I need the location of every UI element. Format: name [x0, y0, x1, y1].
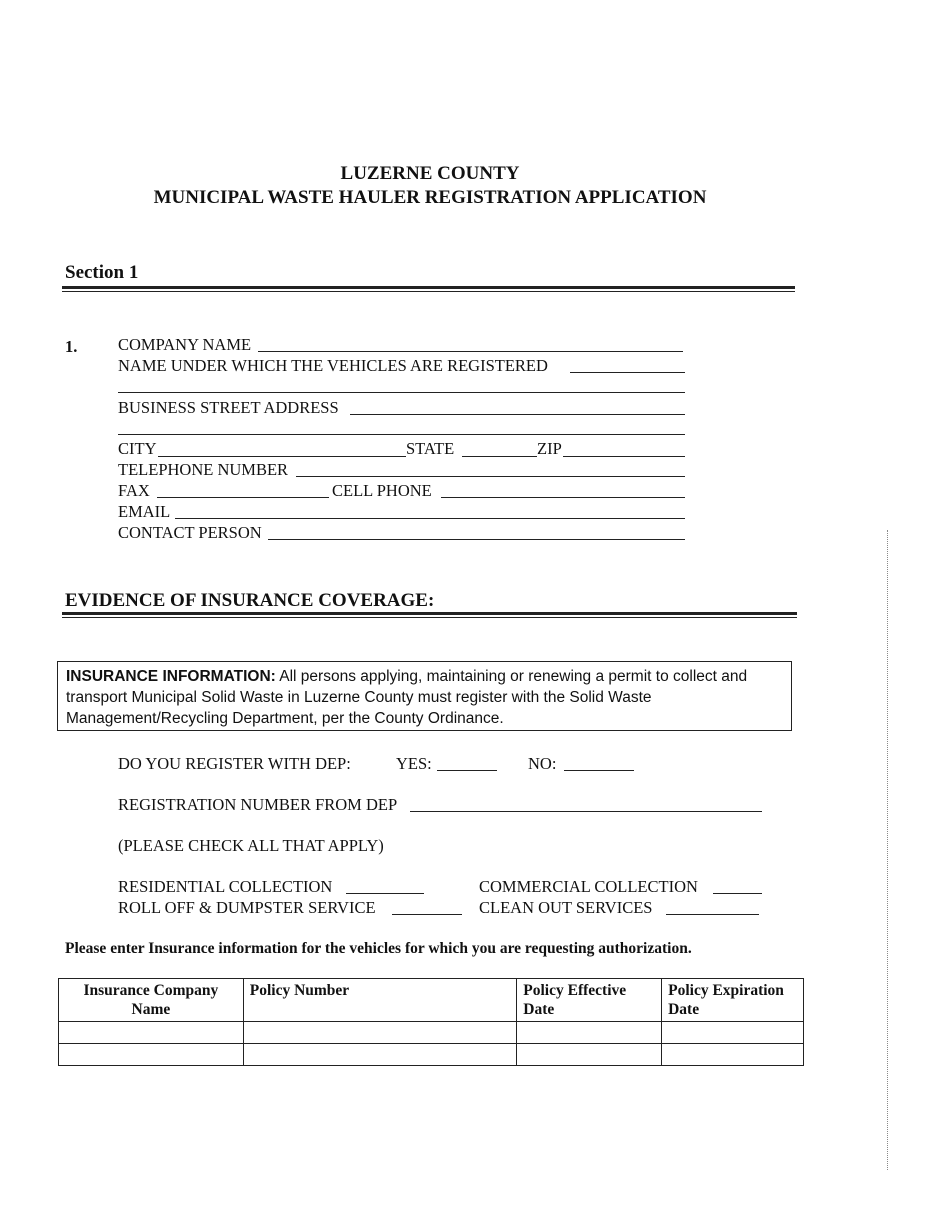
vehicles-name-field-line2[interactable] [118, 392, 685, 393]
section-1-heading: Section 1 [65, 262, 139, 283]
table-header-row [59, 979, 804, 1022]
check-all-note: (PLEASE CHECK ALL THAT APPLY) [118, 836, 384, 855]
cell-policy-expiration[interactable] [662, 1022, 804, 1044]
state-field[interactable] [462, 456, 537, 457]
vehicles-name-field[interactable] [570, 372, 685, 373]
insurance-rule [62, 612, 797, 615]
fax-field[interactable] [157, 497, 329, 498]
vehicles-name-label: NAME UNDER WHICH THE VEHICLES ARE REGISTERED [118, 356, 548, 375]
table-note: Please enter Insurance information for the vehicles for which you are requesting authorization. [65, 940, 692, 957]
contact-person-label: CONTACT PERSON [118, 523, 262, 542]
dep-reg-number-field[interactable] [410, 811, 762, 812]
fax-label: FAX [118, 481, 150, 500]
insurance-table [58, 978, 804, 1066]
header-insurance-company: Insurance Company Name [59, 979, 244, 1022]
telephone-field[interactable] [296, 476, 685, 477]
email-field[interactable] [175, 518, 685, 519]
cell-policy-number[interactable] [243, 1044, 517, 1066]
dep-yes-field[interactable] [437, 770, 497, 771]
insurance-info-text: All persons applying, maintaining or renewing a permit to collect and transport Municipal Solid Waste in Luzerne County must register with the Solid Waste Management/Recycling Department, per the County Ordinance. [66, 668, 748, 727]
cleanout-label: CLEAN OUT SERVICES [479, 898, 653, 917]
rolloff-label: ROLL OFF & DUMPSTER SERVICE [118, 898, 376, 917]
dep-no-label: NO: [528, 754, 557, 773]
dep-no-field[interactable] [564, 770, 634, 771]
insurance-info-label: INSURANCE INFORMATION: [66, 668, 276, 685]
header-policy-effective: Policy Effective Date [517, 979, 662, 1022]
cell-policy-number[interactable] [243, 1022, 517, 1044]
insurance-heading: EVIDENCE OF INSURANCE COVERAGE: [65, 590, 435, 611]
residential-label: RESIDENTIAL COLLECTION [118, 877, 333, 896]
form-title-application: MUNICIPAL WASTE HAULER REGISTRATION APPLICATION [153, 187, 707, 208]
cell-insurance-company[interactable] [59, 1022, 244, 1044]
cell-policy-effective[interactable] [517, 1044, 662, 1066]
cell-policy-expiration[interactable] [662, 1044, 804, 1066]
business-address-label: BUSINESS STREET ADDRESS [118, 398, 339, 417]
header-policy-number: Policy Number [243, 979, 517, 1022]
state-label: STATE [406, 439, 455, 458]
city-field[interactable] [158, 456, 406, 457]
commercial-label: COMMERCIAL COLLECTION [479, 877, 698, 896]
company-name-label: COMPANY NAME [118, 335, 252, 354]
header-policy-expiration: Policy Expiration Date [662, 979, 804, 1022]
email-label: EMAIL [118, 502, 171, 521]
city-label: CITY [118, 439, 157, 458]
company-name-field[interactable] [258, 351, 683, 352]
cleanout-checkbox-line[interactable] [666, 914, 759, 915]
business-address-field[interactable] [350, 414, 685, 415]
table-row [59, 1022, 804, 1044]
cell-insurance-company[interactable] [59, 1044, 244, 1066]
zip-field[interactable] [563, 456, 685, 457]
telephone-label: TELEPHONE NUMBER [118, 460, 289, 479]
cell-phone-field[interactable] [441, 497, 685, 498]
item-number: 1. [65, 337, 78, 356]
residential-checkbox-line[interactable] [346, 893, 424, 894]
rolloff-checkbox-line[interactable] [392, 914, 462, 915]
dep-question: DO YOU REGISTER WITH DEP: [118, 754, 351, 773]
section-1-rule-thin [62, 291, 795, 292]
business-address-field-line2[interactable] [118, 434, 685, 435]
insurance-info-box [57, 661, 792, 731]
dep-reg-number-label: REGISTRATION NUMBER FROM DEP [118, 795, 398, 814]
section-1-rule [62, 286, 795, 289]
table-row [59, 1044, 804, 1066]
insurance-rule-thin [62, 617, 797, 618]
contact-person-field[interactable] [268, 539, 685, 540]
form-title-county: LUZERNE COUNTY [340, 163, 520, 184]
dep-yes-label: YES: [396, 754, 432, 773]
commercial-checkbox-line[interactable] [713, 893, 762, 894]
zip-label: ZIP [537, 439, 562, 458]
scan-edge-artifact [887, 530, 888, 1170]
cell-phone-label: CELL PHONE [332, 481, 432, 500]
cell-policy-effective[interactable] [517, 1022, 662, 1044]
